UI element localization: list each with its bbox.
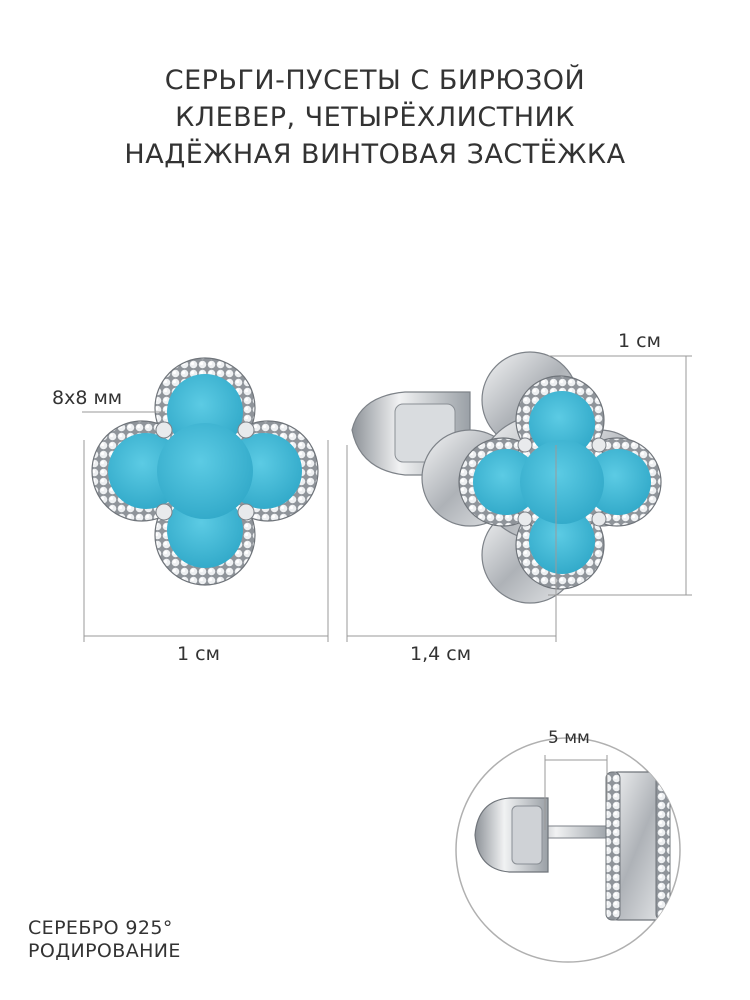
post-length-label: 5 мм [548,728,590,748]
side-width-label: 1,4 см [410,643,472,665]
height-label: 1 см [618,330,661,352]
material-label: СЕРЕБРО 925° [28,917,173,939]
title-line-2: КЛЕВЕР, ЧЕТЫРЁХЛИСТНИК [175,102,575,133]
front-width-label: 1 см [177,643,220,665]
turquoise-stone [108,374,302,568]
clasp-detail-circle [456,738,680,962]
title-line-1: СЕРЬГИ-ПУСЕТЫ С БИРЮЗОЙ [164,65,586,96]
coating-label: РОДИРОВАНИЕ [28,940,181,962]
title-line-3: НАДЁЖНАЯ ВИНТОВАЯ ЗАСТЁЖКА [124,139,626,170]
earring-front-view [92,358,318,585]
stone-size-label: 8х8 мм [52,387,123,409]
earring-side-view [352,352,661,603]
